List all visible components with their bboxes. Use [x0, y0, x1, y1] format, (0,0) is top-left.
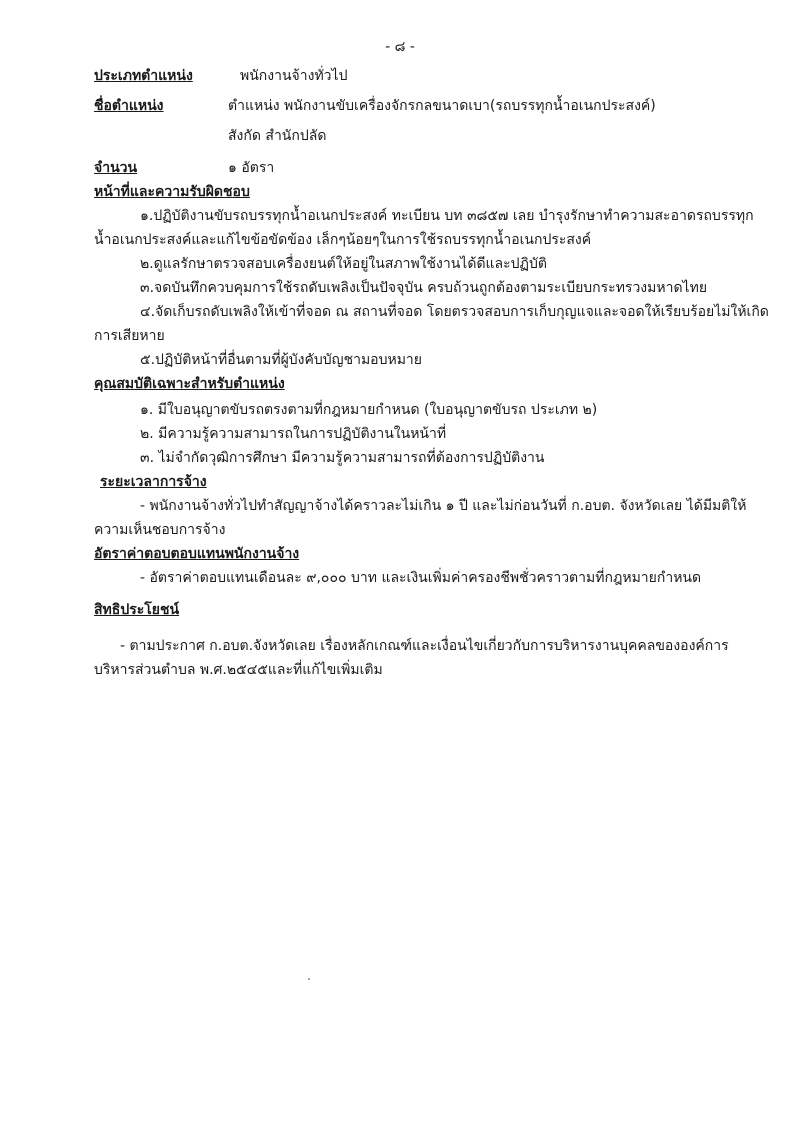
duty-line: ๓.จดบันทึกควบคุมการใช้รถดับเพลิงเป็นปัจจุบัน ครบถ้วนถูกต้องตามระเบียบกระทรวงมหาดไทย	[140, 280, 708, 296]
term-line: - พนักงานจ้างทั่วไปทำสัญญาจ้างได้คราวละไม่เกิน ๑ ปี และไม่ก่อนวันที่ ก.อบต. จังหวัดเลย ได้มีมติให้	[140, 498, 747, 514]
position-affiliation: สังกัด สำนักปลัด	[228, 128, 327, 144]
term-line: ความเห็นชอบการจ้าง	[94, 522, 226, 538]
qualifications-heading: คุณสมบัติเฉพาะสำหรับตำแหน่ง	[94, 376, 285, 392]
benefits-heading: สิทธิประโยชน์	[94, 602, 180, 618]
position-value: ตำแหน่ง พนักงานขับเครื่องจักรกลขนาดเบา(รถบรรทุกน้ำอเนกประสงค์)	[228, 98, 656, 114]
scan-speck	[308, 978, 310, 980]
duty-line: ๒.ดูแลรักษาตรวจสอบเครื่องยนต์ให้อยู่ในสภาพใช้งานได้ดีและปฏิบัติ	[140, 256, 547, 272]
term-heading: ระยะเวลาการจ้าง	[100, 474, 207, 490]
duty-line: ๔.จัดเก็บรถดับเพลิงให้เข้าที่จอด ณ สถานที่จอด โดยตรวจสอบการเก็บกุญแจและจอดให้เรียบร้อยไม่ให้เกิด	[140, 304, 769, 320]
category-label: ประเภทตำแหน่ง	[94, 68, 193, 84]
qualification-line: ๒. มีความรู้ความสามารถในการปฏิบัติงานในหน้าที่	[140, 426, 447, 442]
quantity-label: จำนวน	[94, 160, 138, 176]
page-number: - ๘ -	[385, 39, 415, 55]
duty-line: ๕.ปฏิบัติหน้าที่อื่นตามที่ผู้บังคับบัญชามอบหมาย	[140, 352, 422, 368]
category-value: พนักงานจ้างทั่วไป	[240, 68, 348, 84]
quantity-value: ๑ อัตรา	[228, 160, 275, 176]
qualification-line: ๓. ไม่จำกัดวุฒิการศึกษา มีความรู้ความสามารถที่ต้องการปฏิบัติงาน	[140, 450, 545, 466]
benefits-line: บริหารส่วนตำบล พ.ศ.๒๕๔๕และที่แก้ไขเพิ่มเติม	[94, 662, 383, 678]
duty-line: ๑.ปฏิบัติงานขับรถบรรทุกน้ำอเนกประสงค์ ทะเบียน บท ๓๘๕๗ เลย บำรุงรักษาทำความสะอาดรถบรรทุก	[140, 208, 754, 224]
duty-line: น้ำอเนกประสงค์และแก้ไขข้อขัดข้อง เล็กๆน้อยๆในการใช้รถบรรทุกน้ำอเนกประสงค์	[94, 232, 592, 248]
position-label: ชื่อตำแหน่ง	[94, 98, 164, 114]
qualification-line: ๑. มีใบอนุญาตขับรถตรงตามที่กฎหมายกำหนด (ใบอนุญาตขับรถ ประเภท ๒)	[140, 402, 598, 418]
pay-line: - อัตราค่าตอบแทนเดือนละ ๙,๐๐๐ บาท และเงินเพิ่มค่าครองชีพชั่วคราวตามที่กฎหมายกำหนด	[140, 570, 702, 586]
benefits-line: - ตามประกาศ ก.อบต.จังหวัดเลย เรื่องหลักเกณฑ์และเงื่อนไขเกี่ยวกับการบริหารงานบุคคลขององค์การ	[120, 638, 729, 654]
pay-heading: อัตราค่าตอบตอบแทนพนักงานจ้าง	[94, 546, 300, 562]
duties-heading: หน้าที่และความรับผิดชอบ	[94, 184, 250, 200]
duty-line: การเสียหาย	[94, 328, 165, 344]
